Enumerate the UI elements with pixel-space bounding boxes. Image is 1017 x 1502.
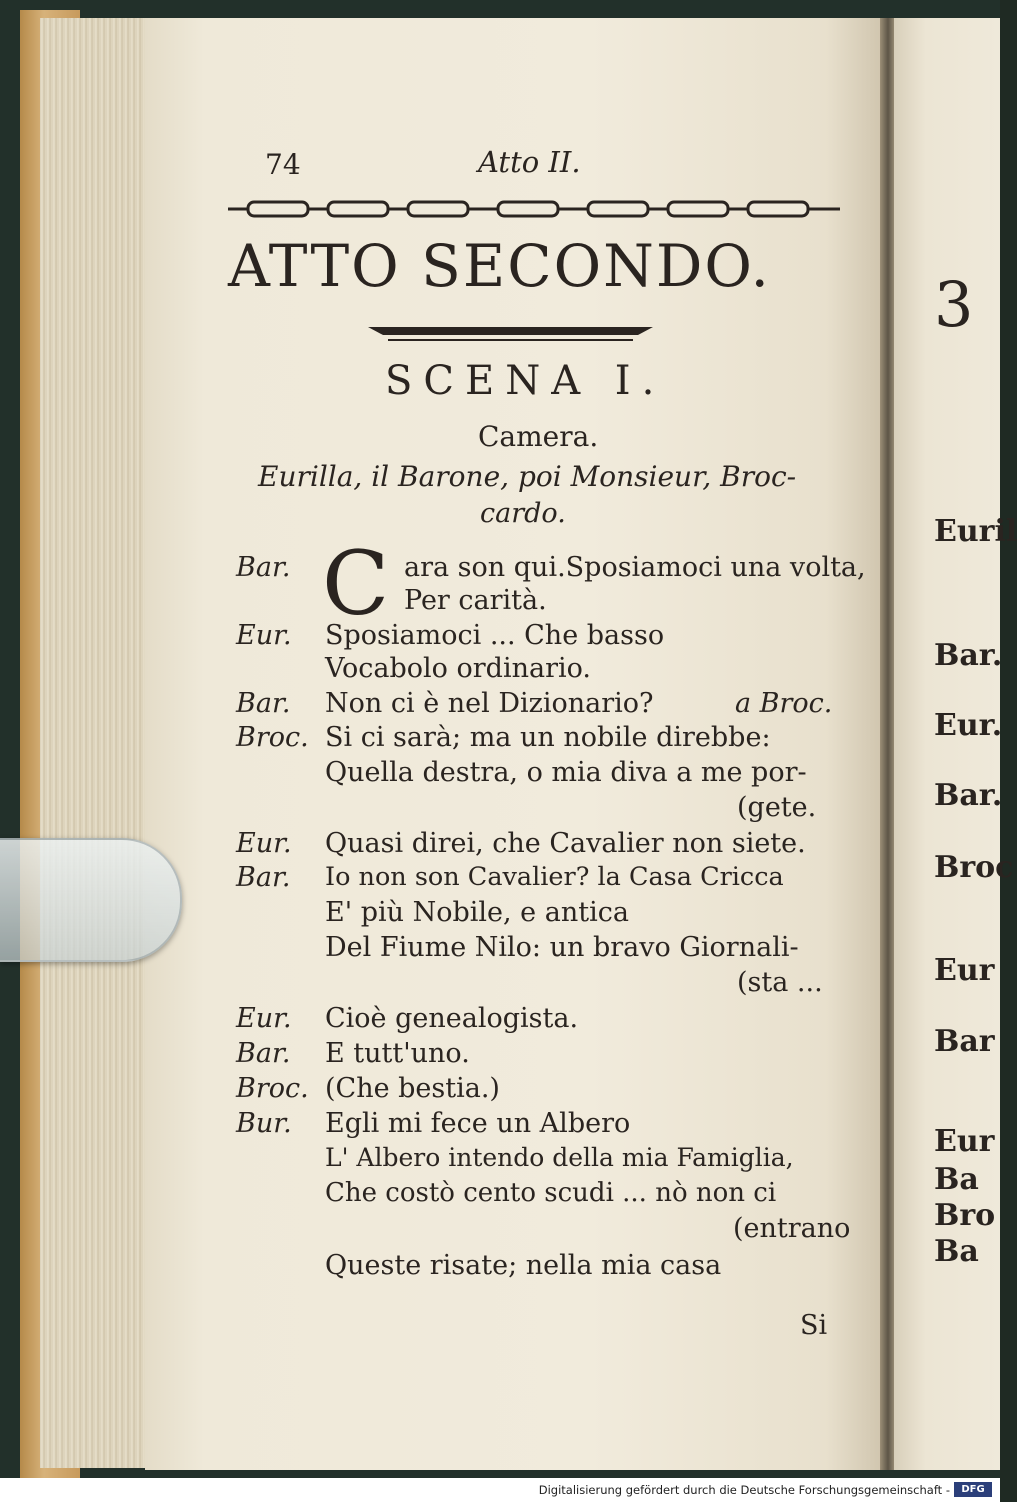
dialogue-line: Del Fiume Nilo: un bravo Giornali- <box>325 932 799 963</box>
dialogue-line: Per carità. <box>404 585 547 616</box>
characters-line: Eurilla, il Barone, poi Monsieur, Broc- <box>258 460 797 493</box>
dialogue-line: Quella destra, o mia diva a me por- <box>325 757 807 788</box>
dialogue-line: Vocabolo ordinario. <box>325 653 591 684</box>
dialogue-line: E' più Nobile, e antica <box>325 897 629 928</box>
stage-direction: a Broc. <box>735 688 833 719</box>
right-page-fragment: Ba <box>934 1162 979 1197</box>
act-title: ATTO SECONDO. <box>228 232 771 300</box>
dialogue-line: Sposiamoci ... Che basso <box>325 620 665 651</box>
dialogue-line: (entrano <box>733 1213 851 1244</box>
speaker-label: Bur. <box>236 1108 292 1139</box>
ornament-border <box>228 197 840 221</box>
running-head: Atto II. <box>478 145 581 179</box>
right-page-fragment: Eur <box>934 953 995 988</box>
right-page-fragment: Bar. <box>934 638 1003 673</box>
dialogue-line: Non ci è nel Dizionario? <box>325 688 654 719</box>
dialogue-line: ara son qui.Sposiamoci una volta, <box>404 552 866 583</box>
dialogue-line: Quasi direi, che Cavalier non siete. <box>325 828 806 859</box>
right-page-fragment: Bar. <box>934 778 1003 813</box>
scene-setting: Camera. <box>478 420 599 453</box>
catchword: Si <box>800 1310 828 1341</box>
right-page-fragment: 3 <box>934 268 974 341</box>
dialogue-line: (sta ... <box>737 967 823 998</box>
dialogue-line: Egli mi fece un Albero <box>325 1108 631 1139</box>
right-page-fragment: Eur. <box>934 708 1003 743</box>
right-page-fragment: Bro <box>934 1198 996 1233</box>
speaker-label: Broc. <box>236 722 309 753</box>
right-page-fragment: Broc <box>934 850 1014 885</box>
page-number: 74 <box>265 148 301 181</box>
footer-credit: Digitalisierung gefördert durch die Deutsche Forschungsgemeinschaft - <box>538 1483 950 1497</box>
right-page-fragment: Ba <box>934 1234 979 1269</box>
speaker-label: Bar. <box>236 1038 291 1069</box>
speaker-label: Eur. <box>236 828 292 859</box>
decorative-rule <box>368 325 653 343</box>
dialogue-line: Io non son Cavalier? la Casa Cricca <box>325 862 784 892</box>
dialogue-line: E tutt'uno. <box>325 1038 470 1069</box>
speaker-label: Eur. <box>236 1003 292 1034</box>
speaker-label: Bar. <box>236 552 291 583</box>
dialogue-line: Cioè genealogista. <box>325 1003 579 1034</box>
characters-line: cardo. <box>480 498 566 529</box>
dfg-logo: DFG <box>954 1482 992 1497</box>
dialogue-line: Si ci sarà; ma un nobile direbbe: <box>325 722 771 753</box>
dialogue-line: (Che bestia.) <box>325 1073 500 1104</box>
dialogue-line: (gete. <box>737 792 817 823</box>
drop-initial: C <box>322 532 390 635</box>
speaker-label: Broc. <box>236 1073 309 1104</box>
dialogue-line: Queste risate; nella mia casa <box>325 1250 722 1281</box>
right-page-fragment: Eur <box>934 1124 995 1159</box>
scene-title: SCENA I. <box>385 358 666 404</box>
speaker-label: Eur. <box>236 620 292 651</box>
speaker-label: Bar. <box>236 862 291 893</box>
page-clip-tab <box>0 838 182 962</box>
page-stack-edge <box>40 18 150 1468</box>
right-page-fragment: Bar <box>934 1024 995 1059</box>
dialogue-line: Che costò cento scudi ... nò non ci <box>325 1178 777 1208</box>
speaker-label: Bar. <box>236 688 291 719</box>
right-page-fragment: Euril <box>934 514 1017 549</box>
right-page <box>894 18 1017 1470</box>
dialogue-line: L' Albero intendo della mia Famiglia, <box>325 1143 794 1172</box>
